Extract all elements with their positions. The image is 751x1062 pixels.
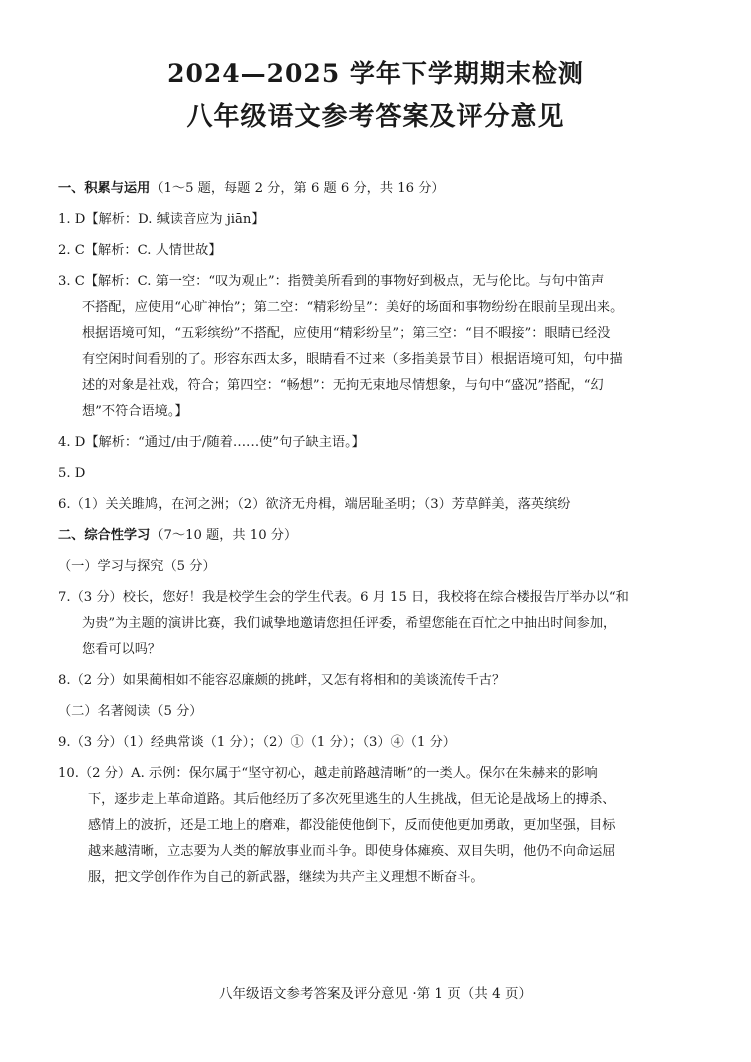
subsection-heading-1: （一）学习与探究（5 分） (58, 559, 216, 574)
answer-q3-line6: 想”不符合语境。】 (82, 404, 188, 419)
answer-q3-line3: 根据语境可知，“五彩缤纷”不搭配，应使用“精彩纷呈”；第三空：“目不暇接”：眼睛已经没 (82, 326, 611, 341)
section-heading-2 (58, 523, 718, 549)
section-heading-1 (58, 176, 718, 202)
section-title: 一、积累与运用 (58, 181, 151, 196)
answer-q8: 8.（2 分）如果蔺相如不能容忍廉颇的挑衅，又怎有将相和的美谈流传千古？ (58, 673, 506, 688)
answer-q9: 9.（3 分）（1）经典常谈（1 分）；（2）①（1 分）；（3）④（1 分） (58, 735, 456, 750)
answer-q7-line3: 您看可以吗？ (82, 642, 162, 657)
page-subtitle: 八年级语文参考答案及评分意见 (186, 102, 565, 132)
section-title: 二、综合性学习 (58, 528, 151, 543)
answer-q3-line1: 3. C【解析：C. 第一空：“叹为观止”：指赞美所看到的事物好到极点，无与伦比。与句中笛声 (58, 274, 605, 289)
page-footer: 八年级语文参考答案及评分意见 ·第 1 页（共 4 页） (219, 986, 532, 1002)
answer-q5: 5. D (58, 466, 86, 481)
answer-q7-line1: 7.（3 分）校长，您好！我是校学生会的学生代表。6 月 15 日，我校将在综合楼报告厅举办以“和 (58, 590, 629, 605)
subsection-heading-2: （二）名著阅读（5 分） (58, 704, 203, 719)
section-note: （1～5 题，每题 2 分，第 6 题 6 分，共 16 分） (150, 181, 445, 196)
section-note: （7～10 题，共 10 分） (150, 528, 298, 543)
answer-q4: 4. D【解析：“通过/由于/随着……使”句子缺主语。】 (58, 435, 365, 450)
answer-q10-line2: 下，逐步走上革命道路。其后他经历了多次死里逃生的人生挑战，但无论是战场上的搏杀、 (88, 792, 616, 807)
answer-q3-line5: 述的对象是社戏，符合；第四空：“畅想”：无拘无束地尽情想象，与句中“盛况”搭配，“幻 (82, 378, 604, 393)
answer-q10-line5: 服，把文学创作作为自己的新武器，继续为共产主义理想不断奋斗。 (88, 870, 484, 885)
answer-q2: 2. C【解析：C. 人情世故】 (58, 243, 222, 258)
answer-q7-line2: 为贵”为主题的演讲比赛，我们诚挚地邀请您担任评委，希望您能在百忙之中抽出时间参加， (82, 616, 617, 631)
answer-q3-line4: 有空闲时间看别的了。形容东西太多，眼睛看不过来（多指美景节目）根据语境可知，句中描 (82, 352, 623, 367)
answer-q10-line1: 10.（2 分）A. 示例：保尔属于“坚守初心，越走前路越清晰”的一类人。保尔在朱赫来的影响 (58, 766, 598, 781)
answer-q1: 1. D【解析：D. 缄读音应为 jiān】 (58, 212, 265, 227)
answer-q3-line2: 不搭配，应使用“心旷神怡”；第二空：“精彩纷呈”：美好的场面和事物纷纷在眼前呈现出来。 (82, 300, 624, 315)
answer-content (58, 176, 718, 891)
answer-q6: 6.（1）关关雎鸠，在河之洲；（2）欲济无舟楫，端居耻圣明；（3）芳草鲜美，落英缤纷 (58, 497, 571, 512)
answer-q10-line3: 感情上的波折，还是工地上的磨难，都没能使他倒下，反而使他更加勇敢，更加坚强，目标 (88, 818, 616, 833)
answer-q10-line4: 越来越清晰，立志要为人类的解放事业而斗争。即使身体瘫痪、双目失明，他仍不向命运屈 (88, 844, 616, 859)
page-title: 2024—2025 学年下学期期末检测 (167, 59, 584, 88)
